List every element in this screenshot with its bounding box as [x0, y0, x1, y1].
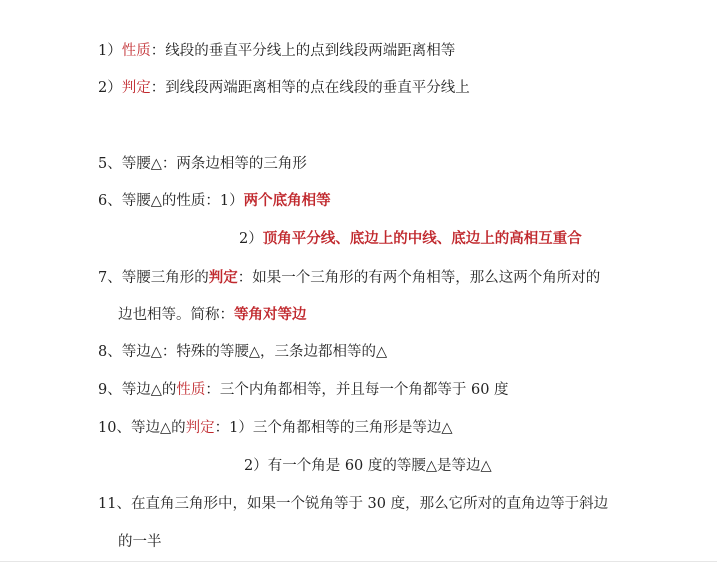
line-isosceles-judgment [98, 268, 600, 288]
term-judgment: 判定 [208, 269, 238, 286]
line-equilateral-judgment-2 [244, 456, 492, 476]
line-perp-bisector-judgment [98, 78, 470, 98]
line-text: ：1）三个角都相等的三角形是等边△ [214, 420, 453, 436]
line-equilateral-definition [98, 342, 387, 362]
line-prefix: 10、等边△的 [98, 420, 186, 436]
line-equilateral-judgment-1 [98, 418, 453, 438]
line-prefix: 1） [98, 43, 122, 59]
line-isosceles-property-1 [98, 191, 331, 211]
line-text: 的一半 [118, 534, 162, 550]
line-prefix: 2） [98, 80, 122, 96]
term-property: 性质 [176, 382, 206, 398]
line-isosceles-property-2 [239, 229, 582, 249]
line-text: 2）有一个角是 60 度的等腰△是等边△ [244, 458, 492, 474]
emphasis-text: 顶角平分线、底边上的中线、底边上的高相互重合 [262, 230, 582, 247]
line-prefix: 边也相等。简称： [118, 307, 234, 323]
line-prefix: 9、等边△的 [98, 382, 177, 398]
line-isosceles-judgment-cont [118, 305, 307, 325]
line-isosceles-definition [98, 154, 307, 174]
term-judgment: 判定 [121, 80, 151, 96]
line-text: 8、等边△：特殊的等腰△，三条边都相等的△ [98, 344, 388, 360]
line-perp-bisector-property [98, 41, 455, 61]
line-text: 5、等腰△：两条边相等的三角形 [98, 156, 307, 172]
line-prefix: 2） [239, 231, 263, 247]
emphasis-text: 两个底角相等 [243, 192, 331, 209]
line-text: ：三个内角都相等，并且每一个角都等于 60 度 [205, 382, 509, 398]
line-prefix: 6、等腰△的性质：1） [98, 193, 244, 209]
term-judgment: 判定 [185, 420, 215, 436]
line-text: ：到线段两端距离相等的点在线段的垂直平分线上 [150, 80, 470, 96]
line-right-triangle-30 [98, 494, 608, 514]
emphasis-text: 等角对等边 [234, 306, 307, 323]
term-property: 性质 [121, 43, 151, 59]
line-text: 11、在直角三角形中，如果一个锐角等于 30 度，那么它所对的直角边等于斜边 [98, 496, 609, 512]
line-text: ：如果一个三角形的有两个角相等，那么这两个角所对的 [237, 270, 601, 286]
line-right-triangle-30-cont [118, 532, 162, 552]
line-text: ：线段的垂直平分线上的点到线段两端距离相等 [150, 43, 456, 59]
line-prefix: 7、等腰三角形的 [98, 270, 209, 286]
line-equilateral-property [98, 380, 509, 400]
